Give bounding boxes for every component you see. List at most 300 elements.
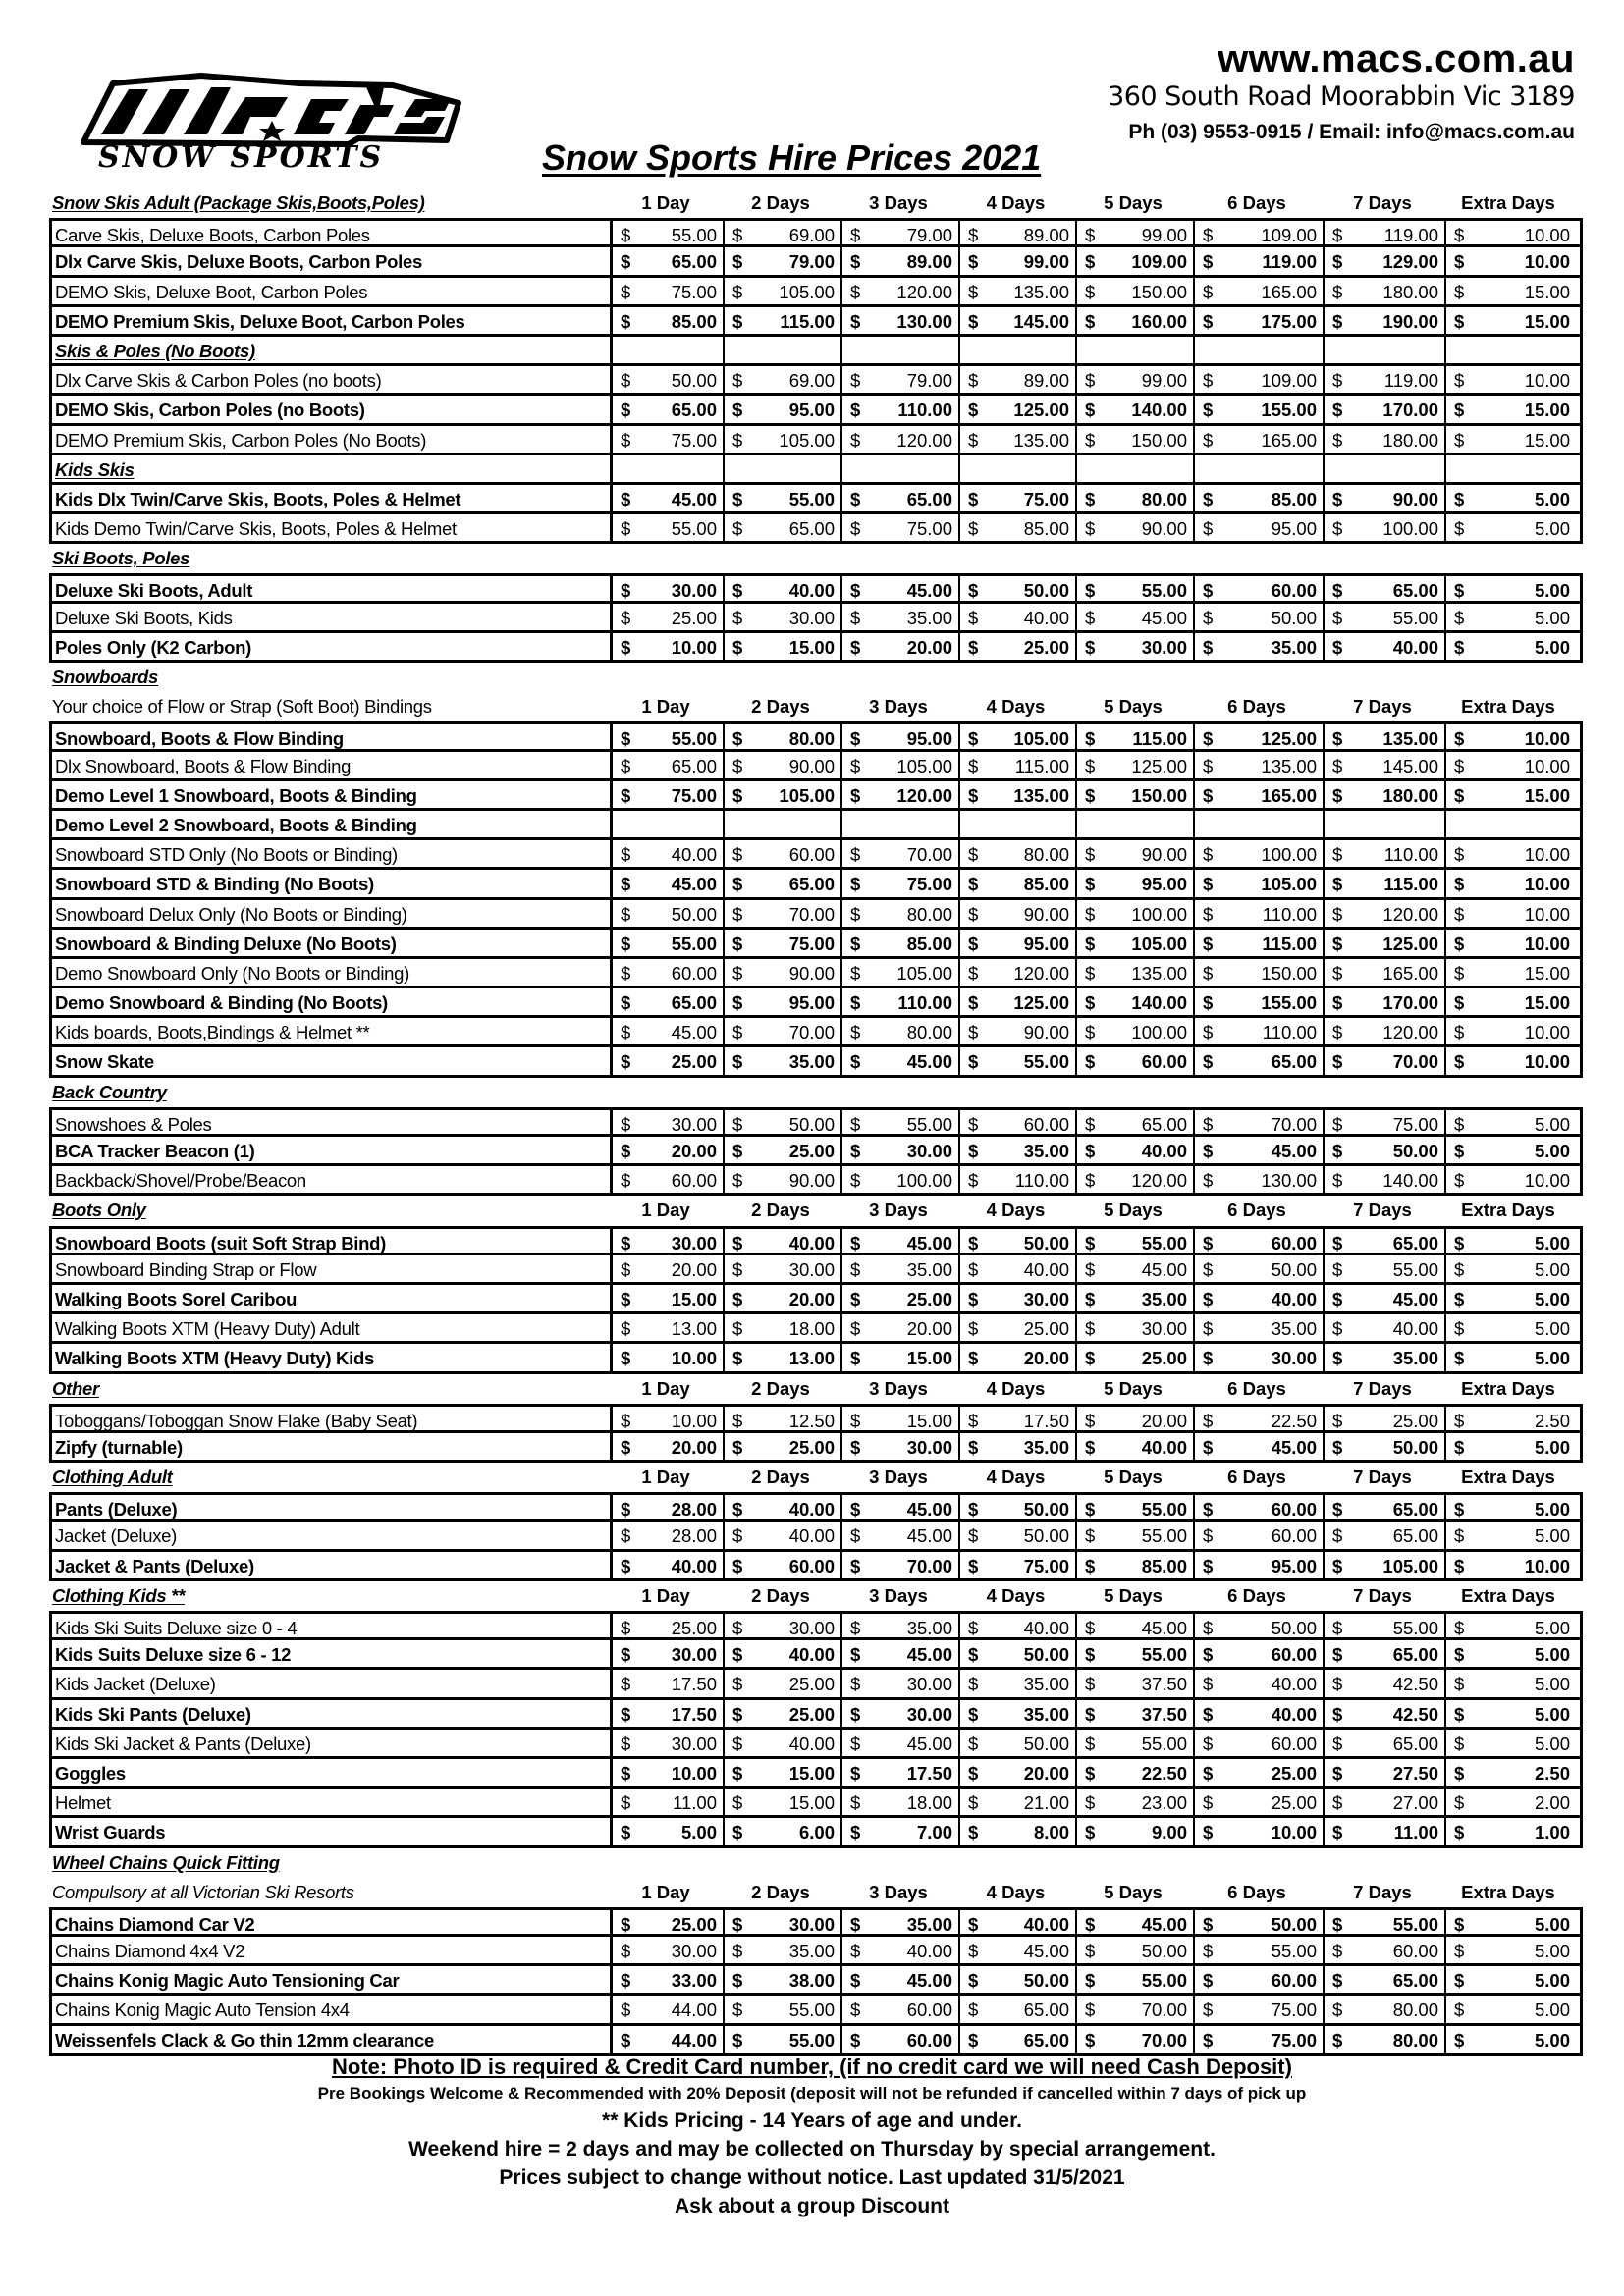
currency-symbol: $ bbox=[1203, 488, 1214, 509]
price-cell bbox=[842, 1996, 960, 2022]
price-value: 105.00 bbox=[896, 962, 952, 984]
price-cell bbox=[1195, 1522, 1325, 1548]
price-cell bbox=[1195, 604, 1325, 630]
currency-symbol: $ bbox=[1203, 1113, 1214, 1135]
price-cell bbox=[725, 1285, 842, 1311]
price-cell bbox=[960, 1314, 1077, 1341]
price-value: 35.00 bbox=[1023, 1141, 1069, 1161]
currency-symbol: $ bbox=[1203, 1022, 1214, 1043]
price-cell bbox=[1446, 1166, 1576, 1193]
currency-symbol: $ bbox=[968, 962, 979, 984]
price-cell bbox=[960, 1255, 1077, 1282]
table-row bbox=[49, 1047, 1583, 1077]
currency-symbol: $ bbox=[1085, 580, 1096, 602]
price-cell bbox=[1077, 870, 1195, 896]
price-cell bbox=[1446, 366, 1576, 393]
item-name: Dlx Carve Skis, Deluxe Boots, Carbon Poles bbox=[52, 247, 613, 274]
currency-symbol: $ bbox=[1085, 1525, 1096, 1547]
item-name: DEMO Skis, Deluxe Boot, Carbon Poles bbox=[52, 278, 613, 304]
price-value: 130.00 bbox=[896, 310, 952, 332]
price-cell bbox=[613, 1137, 725, 1163]
currency-symbol: $ bbox=[621, 580, 631, 602]
price-value: 65.00 bbox=[788, 874, 835, 895]
price-value: 100.00 bbox=[1131, 1022, 1187, 1043]
price-value: 23.00 bbox=[1141, 1792, 1187, 1814]
price-cell bbox=[613, 366, 725, 393]
item-name: Kids Ski Suits Deluxe size 0 - 4 bbox=[52, 1614, 613, 1637]
currency-symbol: $ bbox=[1332, 1170, 1343, 1192]
price-cell bbox=[725, 1495, 842, 1519]
section-header bbox=[49, 1374, 1583, 1404]
currency-symbol: $ bbox=[1454, 1555, 1465, 1576]
price-value: 50.00 bbox=[1271, 1618, 1317, 1638]
price-value: 15.00 bbox=[1524, 429, 1570, 451]
price-cell bbox=[1195, 1670, 1325, 1696]
price-cell bbox=[613, 1730, 725, 1756]
currency-symbol: $ bbox=[1203, 1348, 1214, 1369]
currency-symbol: $ bbox=[850, 1232, 861, 1254]
column-header: 2 Days bbox=[751, 1200, 810, 1221]
price-cell bbox=[613, 900, 725, 927]
table-row bbox=[49, 1166, 1583, 1196]
price-cell bbox=[1446, 1640, 1576, 1667]
currency-symbol: $ bbox=[1454, 1644, 1465, 1666]
column-header: 1 Day bbox=[641, 1200, 690, 1221]
price-value: 75.00 bbox=[906, 518, 952, 540]
price-cell bbox=[1446, 1522, 1576, 1548]
currency-symbol: $ bbox=[621, 1822, 631, 1843]
price-value: 99.00 bbox=[1141, 225, 1187, 246]
price-cell bbox=[1446, 278, 1576, 304]
price-value: 20.00 bbox=[906, 1318, 952, 1340]
price-value: 55.00 bbox=[671, 225, 717, 246]
price-value: 119.00 bbox=[1383, 225, 1438, 246]
currency-symbol: $ bbox=[1085, 251, 1096, 273]
currency-symbol: $ bbox=[732, 1792, 743, 1814]
item-name: Walking Boots XTM (Heavy Duty) Adult bbox=[52, 1314, 613, 1341]
currency-symbol: $ bbox=[1332, 1348, 1343, 1369]
price-cell bbox=[1077, 930, 1195, 956]
currency-symbol: $ bbox=[1332, 1555, 1343, 1576]
price-cell bbox=[1446, 1670, 1576, 1696]
currency-symbol: $ bbox=[1085, 1618, 1096, 1638]
currency-symbol: $ bbox=[621, 607, 631, 628]
price-value: 170.00 bbox=[1382, 400, 1438, 421]
price-value: 40.00 bbox=[1141, 1141, 1187, 1161]
currency-symbol: $ bbox=[732, 518, 743, 540]
currency-symbol: $ bbox=[850, 1288, 861, 1309]
price-value: 30.00 bbox=[671, 1941, 717, 1962]
currency-symbol: $ bbox=[968, 1525, 979, 1547]
price-value: 45.00 bbox=[1271, 1436, 1317, 1458]
currency-symbol: $ bbox=[621, 281, 631, 302]
price-value: 120.00 bbox=[1382, 1022, 1438, 1043]
price-cell bbox=[1077, 1285, 1195, 1311]
price-cell bbox=[1077, 1137, 1195, 1163]
price-cell bbox=[725, 1700, 842, 1727]
price-value: 25.00 bbox=[671, 1618, 717, 1638]
table-row bbox=[49, 840, 1583, 870]
kids-pricing-note: ** Kids Pricing - 14 Years of age and under. bbox=[602, 2109, 1022, 2132]
price-cell bbox=[842, 221, 960, 244]
item-name: Pants (Deluxe) bbox=[52, 1495, 613, 1519]
price-cell bbox=[842, 1229, 960, 1253]
price-value: 27.00 bbox=[1392, 1792, 1438, 1814]
price-cell bbox=[960, 1996, 1077, 2022]
currency-symbol: $ bbox=[732, 1941, 743, 1962]
price-cell bbox=[1077, 396, 1195, 422]
price-cell bbox=[960, 840, 1077, 867]
currency-symbol: $ bbox=[1203, 1913, 1214, 1935]
price-value: 80.00 bbox=[1392, 2029, 1438, 2051]
price-cell bbox=[613, 1047, 725, 1074]
price-value: 65.00 bbox=[788, 518, 835, 540]
item-name: Snowboard & Binding Deluxe (No Boots) bbox=[52, 930, 613, 956]
price-value: 5.00 bbox=[1534, 1232, 1570, 1254]
currency-symbol: $ bbox=[1454, 1141, 1465, 1161]
currency-symbol: $ bbox=[621, 2000, 631, 2021]
phone-email: Ph (03) 9553-0915 / Email: info@macs.com.au bbox=[1128, 121, 1575, 143]
currency-symbol: $ bbox=[968, 370, 979, 392]
column-header: 7 Days bbox=[1353, 696, 1412, 718]
price-cell bbox=[1325, 604, 1446, 630]
price-value: 165.00 bbox=[1261, 784, 1317, 806]
currency-symbol: $ bbox=[1203, 1644, 1214, 1666]
price-value: 89.00 bbox=[906, 251, 952, 273]
price-value: 11.00 bbox=[673, 1792, 717, 1814]
price-cell bbox=[842, 1047, 960, 1074]
price-cell bbox=[613, 1910, 725, 1934]
currency-symbol: $ bbox=[968, 580, 979, 602]
price-value: 135.00 bbox=[1382, 728, 1438, 750]
column-header: 6 Days bbox=[1227, 1200, 1286, 1221]
price-cell bbox=[1325, 396, 1446, 422]
price-value: 55.00 bbox=[1141, 1970, 1187, 1992]
price-cell bbox=[1077, 1110, 1195, 1134]
item-name: Backback/Shovel/Probe/Beacon bbox=[52, 1166, 613, 1193]
price-value: 99.00 bbox=[1023, 251, 1069, 273]
table-row bbox=[49, 1137, 1583, 1166]
currency-symbol: $ bbox=[732, 488, 743, 509]
price-value: 45.00 bbox=[1141, 1258, 1187, 1280]
price-value: 145.00 bbox=[1013, 310, 1069, 332]
currency-symbol: $ bbox=[1203, 1941, 1214, 1962]
currency-symbol: $ bbox=[621, 1525, 631, 1547]
currency-symbol: $ bbox=[621, 2029, 631, 2051]
price-cell bbox=[1195, 930, 1325, 956]
price-value: 120.00 bbox=[1131, 1170, 1187, 1192]
price-value: 115.00 bbox=[1262, 933, 1317, 954]
column-header: 2 Days bbox=[751, 1584, 810, 1606]
price-cell bbox=[1077, 426, 1195, 453]
price-cell bbox=[842, 633, 960, 660]
price-value: 85.00 bbox=[906, 933, 952, 954]
section-header bbox=[49, 1878, 1583, 1907]
price-value: 60.00 bbox=[1392, 1941, 1438, 1962]
price-value: 95.00 bbox=[788, 400, 835, 421]
column-header: 4 Days bbox=[986, 696, 1046, 718]
currency-symbol: $ bbox=[1085, 1913, 1096, 1935]
price-cell bbox=[725, 307, 842, 334]
currency-symbol: $ bbox=[621, 1618, 631, 1638]
price-cell bbox=[1077, 221, 1195, 244]
currency-symbol: $ bbox=[732, 784, 743, 806]
price-cell bbox=[725, 1670, 842, 1696]
currency-symbol: $ bbox=[1203, 429, 1214, 451]
price-cell bbox=[613, 485, 725, 511]
price-value: 40.00 bbox=[788, 1499, 835, 1521]
price-cell bbox=[1446, 1700, 1576, 1727]
price-cell bbox=[960, 396, 1077, 422]
price-value: 50.00 bbox=[671, 903, 717, 925]
currency-symbol: $ bbox=[1332, 933, 1343, 954]
currency-symbol: $ bbox=[732, 844, 743, 866]
price-value: 10.00 bbox=[671, 1410, 717, 1431]
price-value: 30.00 bbox=[788, 607, 835, 628]
currency-symbol: $ bbox=[968, 933, 979, 954]
price-cell bbox=[1077, 1344, 1195, 1370]
currency-symbol: $ bbox=[1454, 225, 1465, 246]
price-cell bbox=[1077, 1047, 1195, 1074]
currency-symbol: $ bbox=[1332, 1258, 1343, 1280]
currency-symbol: $ bbox=[1332, 1913, 1343, 1935]
currency-symbol: $ bbox=[621, 429, 631, 451]
currency-symbol: $ bbox=[621, 1644, 631, 1666]
price-value: 20.00 bbox=[671, 1141, 717, 1161]
price-cell bbox=[1446, 426, 1576, 453]
price-value: 90.00 bbox=[1392, 488, 1438, 509]
price-value: 100.00 bbox=[1382, 518, 1438, 540]
price-cell bbox=[1077, 752, 1195, 778]
column-header: 1 Day bbox=[641, 1584, 690, 1606]
currency-symbol: $ bbox=[1332, 728, 1343, 750]
currency-symbol: $ bbox=[1454, 1762, 1465, 1784]
price-value: 50.00 bbox=[1023, 1970, 1069, 1992]
price-value: 55.00 bbox=[1392, 1913, 1438, 1935]
price-value: 10.00 bbox=[1524, 755, 1570, 776]
price-cell bbox=[725, 633, 842, 660]
price-value: 50.00 bbox=[1392, 1436, 1438, 1458]
table-row bbox=[49, 870, 1583, 899]
currency-symbol: $ bbox=[1085, 1762, 1096, 1784]
column-header: 3 Days bbox=[869, 696, 928, 718]
currency-symbol: $ bbox=[1332, 1113, 1343, 1135]
price-value: 110.00 bbox=[1383, 844, 1438, 866]
price-value: 65.00 bbox=[671, 755, 717, 776]
price-value: 129.00 bbox=[1382, 251, 1438, 273]
currency-symbol: $ bbox=[1203, 1822, 1214, 1843]
price-cell bbox=[1446, 2026, 1576, 2053]
price-value: 85.00 bbox=[1023, 518, 1069, 540]
price-cell bbox=[1195, 1640, 1325, 1667]
price-cell bbox=[960, 900, 1077, 927]
price-cell bbox=[725, 1166, 842, 1193]
price-cell bbox=[842, 396, 960, 422]
currency-symbol: $ bbox=[1454, 844, 1465, 866]
price-value: 40.00 bbox=[906, 1941, 952, 1962]
section-title: Ski Boots, Poles bbox=[52, 548, 190, 569]
column-header bbox=[1322, 1848, 1443, 1878]
price-cell bbox=[960, 781, 1077, 808]
footer-notes bbox=[0, 2054, 1624, 2220]
price-cell bbox=[725, 1614, 842, 1637]
currency-symbol: $ bbox=[968, 1913, 979, 1935]
currency-symbol: $ bbox=[850, 1499, 861, 1521]
price-value: 60.00 bbox=[906, 2000, 952, 2021]
currency-symbol: $ bbox=[850, 607, 861, 628]
currency-symbol: $ bbox=[621, 1436, 631, 1458]
price-cell bbox=[842, 1137, 960, 1163]
price-cell bbox=[842, 1314, 960, 1341]
price-value: 125.00 bbox=[1261, 728, 1317, 750]
price-cell bbox=[842, 1614, 960, 1637]
price-cell bbox=[1446, 781, 1576, 808]
price-cell bbox=[725, 1314, 842, 1341]
price-value: 5.00 bbox=[1534, 2029, 1570, 2051]
price-cell bbox=[960, 959, 1077, 986]
price-cell bbox=[613, 2026, 725, 2053]
price-value: 5.00 bbox=[1534, 607, 1570, 628]
price-cell bbox=[1325, 840, 1446, 867]
price-value: 60.00 bbox=[788, 844, 835, 866]
price-value: 25.00 bbox=[1392, 1410, 1438, 1431]
price-value: 79.00 bbox=[906, 370, 952, 392]
price-cell bbox=[1195, 307, 1325, 334]
price-value: 42.50 bbox=[1392, 1674, 1438, 1695]
price-value: 11.00 bbox=[1393, 1822, 1438, 1843]
price-cell bbox=[1077, 1495, 1195, 1519]
currency-symbol: $ bbox=[732, 607, 743, 628]
currency-symbol: $ bbox=[732, 1499, 743, 1521]
price-cell bbox=[1325, 576, 1446, 600]
price-cell bbox=[842, 366, 960, 393]
price-value: 40.00 bbox=[671, 844, 717, 866]
currency-symbol: $ bbox=[1085, 992, 1096, 1014]
price-cell bbox=[1195, 1255, 1325, 1282]
currency-symbol: $ bbox=[968, 251, 979, 273]
price-value: 125.00 bbox=[1382, 933, 1438, 954]
currency-symbol: $ bbox=[1203, 962, 1214, 984]
price-value: 60.00 bbox=[1023, 1113, 1069, 1135]
currency-symbol: $ bbox=[1454, 1941, 1465, 1962]
price-cell bbox=[842, 1759, 960, 1786]
price-value: 42.50 bbox=[1392, 1703, 1438, 1725]
price-cell bbox=[1325, 426, 1446, 453]
price-value: 15.00 bbox=[906, 1410, 952, 1431]
item-name: Kids Jacket (Deluxe) bbox=[52, 1670, 613, 1696]
currency-symbol: $ bbox=[1332, 1022, 1343, 1043]
currency-symbol: $ bbox=[1203, 992, 1214, 1014]
currency-symbol: $ bbox=[1085, 903, 1096, 925]
price-value: 30.00 bbox=[788, 1913, 835, 1935]
currency-symbol: $ bbox=[621, 488, 631, 509]
price-value: 65.00 bbox=[1392, 1733, 1438, 1754]
column-header: 5 Days bbox=[1104, 1377, 1163, 1399]
column-header bbox=[957, 663, 1074, 692]
price-cell bbox=[725, 1640, 842, 1667]
price-value: 55.00 bbox=[671, 518, 717, 540]
price-cell bbox=[725, 1910, 842, 1934]
price-cell bbox=[1325, 1730, 1446, 1756]
price-value: 90.00 bbox=[1141, 844, 1187, 866]
price-value: 150.00 bbox=[1131, 281, 1187, 302]
website-link[interactable]: www.macs.com.au bbox=[1218, 37, 1575, 80]
price-cell bbox=[725, 1759, 842, 1786]
price-cell bbox=[1195, 870, 1325, 896]
currency-symbol: $ bbox=[1085, 1348, 1096, 1369]
subheading-row bbox=[49, 455, 1583, 485]
currency-symbol: $ bbox=[968, 1410, 979, 1431]
price-value: 13.00 bbox=[788, 1348, 835, 1369]
price-value: 105.00 bbox=[779, 281, 835, 302]
currency-symbol: $ bbox=[1085, 2029, 1096, 2051]
price-cell bbox=[1195, 1730, 1325, 1756]
price-value: 60.00 bbox=[1141, 1051, 1187, 1073]
price-cell bbox=[1446, 1433, 1576, 1460]
price-cell bbox=[842, 1700, 960, 1727]
price-value: 55.00 bbox=[1392, 1258, 1438, 1280]
currency-symbol: $ bbox=[1203, 1436, 1214, 1458]
currency-symbol: $ bbox=[1203, 933, 1214, 954]
price-value: 10.00 bbox=[671, 636, 717, 658]
currency-symbol: $ bbox=[850, 1555, 861, 1576]
section-header bbox=[49, 663, 1583, 692]
price-value: 120.00 bbox=[1013, 962, 1069, 984]
price-value: 30.00 bbox=[788, 1618, 835, 1638]
currency-symbol: $ bbox=[850, 1674, 861, 1695]
currency-symbol: $ bbox=[968, 1733, 979, 1754]
currency-symbol: $ bbox=[850, 370, 861, 392]
column-header bbox=[1443, 544, 1573, 573]
currency-symbol: $ bbox=[850, 755, 861, 776]
price-cell bbox=[725, 221, 842, 244]
currency-symbol: $ bbox=[1332, 580, 1343, 602]
price-value: 50.00 bbox=[1271, 607, 1317, 628]
currency-symbol: $ bbox=[1203, 636, 1214, 658]
empty-cell bbox=[613, 337, 725, 363]
price-cell bbox=[1446, 1110, 1576, 1134]
currency-symbol: $ bbox=[1454, 755, 1465, 776]
currency-symbol: $ bbox=[1454, 251, 1465, 273]
price-value: 40.00 bbox=[1271, 1703, 1317, 1725]
price-cell bbox=[842, 2026, 960, 2053]
price-value: 5.00 bbox=[1534, 1674, 1570, 1695]
currency-symbol: $ bbox=[1454, 1674, 1465, 1695]
price-cell bbox=[613, 576, 725, 600]
column-header: 1 Day bbox=[641, 1377, 690, 1399]
currency-symbol: $ bbox=[621, 1674, 631, 1695]
currency-symbol: $ bbox=[968, 1644, 979, 1666]
currency-symbol: $ bbox=[621, 784, 631, 806]
price-cell bbox=[1077, 278, 1195, 304]
currency-symbol: $ bbox=[1085, 1555, 1096, 1576]
price-cell bbox=[725, 604, 842, 630]
price-cell bbox=[842, 724, 960, 748]
price-value: 65.00 bbox=[1392, 580, 1438, 602]
price-cell bbox=[1446, 1407, 1576, 1430]
price-cell bbox=[725, 811, 842, 837]
currency-symbol: $ bbox=[968, 1232, 979, 1254]
price-value: 10.00 bbox=[1524, 251, 1570, 273]
price-value: 60.00 bbox=[1271, 1525, 1317, 1547]
price-value: 165.00 bbox=[1261, 429, 1317, 451]
item-name: Snowshoes & Poles bbox=[52, 1110, 613, 1134]
price-cell bbox=[1077, 2026, 1195, 2053]
price-value: 45.00 bbox=[906, 1232, 952, 1254]
price-cell bbox=[613, 724, 725, 748]
section-title: Your choice of Flow or Strap (Soft Boot) Bindings bbox=[52, 696, 432, 718]
price-cell bbox=[1325, 485, 1446, 511]
